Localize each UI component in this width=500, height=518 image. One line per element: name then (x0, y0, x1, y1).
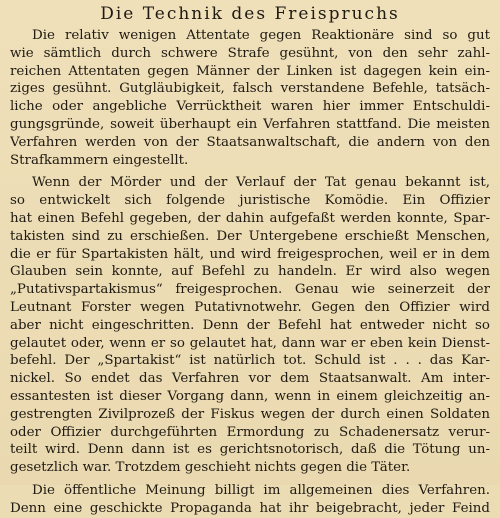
text-line: Glauben sein konnte, auf Befehl zu handeln. Er wird also wegen (10, 264, 490, 280)
text-line: „Putativspartakismus“ freigesprochen. Genau wie seinerzeit der (10, 282, 490, 298)
paragraph-1 (10, 27, 490, 169)
text-line: befehl. Der „Spartakist“ ist natürlich tot. Schuld ist . . . das Kar- (10, 353, 490, 369)
paragraph-3 (10, 482, 490, 518)
text-line: aber nicht eingeschritten. Denn der Befehl hat entweder nicht so (10, 317, 490, 333)
text-line: so entwickelt sich folgende juristische Komödie. Ein Offizier (10, 193, 490, 209)
text-line: wie sämtlich durch schwere Strafe gesühnt, von den sehr zahl- (10, 45, 490, 61)
text-line: hat einen Befehl gegeben, der dahin aufgefaßt werden konnte, Spar- (10, 210, 490, 226)
text-line: Strafkammern eingestellt. (10, 152, 189, 168)
text-line: oder Offizier durchgeführten Ermordung zu Schadenersatz verur- (10, 424, 490, 440)
text-line: Die öffentliche Meinung billigt im allgemeinen dies Verfahren. (32, 482, 490, 498)
text-line: gestrengten Zivilprozeß der Fiskus wegen der durch einen Soldaten (10, 406, 490, 422)
text-line: essantesten ist dieser Vorgang dann, wenn in einem gleichzeitig an- (10, 388, 490, 404)
text-line: Verfahren werden von der Staatsanwaltschaft, die andern von den (10, 134, 490, 150)
text-line: Leutnant Forster wegen Putativnotwehr. Gegen den Offizier wird (10, 299, 490, 315)
paragraph-2 (10, 174, 490, 477)
text-line: ziges gesühnt. Gutgläubigkeit, falsch verstandene Befehle, tatsäch- (10, 81, 490, 97)
text-line: Wenn der Mörder und der Verlauf der Tat genau bekannt ist, (32, 175, 490, 191)
text-line: gesetzlich war. Trotzdem geschieht nichts gegen die Täter. (10, 460, 411, 476)
text-line: die er für Spartakisten hält, und wird freigesprochen, weil er in dem (10, 246, 490, 262)
text-line: nickel. So endet das Verfahren vor dem Staatsanwalt. Am inter- (10, 371, 490, 387)
text-line: Denn eine geschickte Propaganda hat ihr beigebracht, jeder Feind (10, 500, 490, 516)
text-line: Die relativ wenigen Attentate gegen Reaktionäre sind so gut (32, 28, 490, 43)
text-line: reichen Attentaten gegen Männer der Linken ist dagegen kein ein- (10, 63, 490, 79)
page-title: Die Technik des Freispruchs (100, 4, 400, 24)
text-line: gelautet oder, wenn er so gelautet hat, dann war er eben kein Dienst- (10, 335, 490, 351)
text-line: gungsgründe, soweit überhaupt ein Verfahren stattfand. Die meisten (10, 116, 490, 132)
text-line: teilt wird. Denn dann ist es gerichtsnotorisch, daß die Tötung un- (10, 442, 490, 458)
text-line: takisten sind zu erschießen. Der Untergebene erschießt Menschen, (10, 228, 490, 244)
text-line: liche oder angebliche Verrücktheit waren hier immer Entschuldi- (10, 99, 490, 115)
